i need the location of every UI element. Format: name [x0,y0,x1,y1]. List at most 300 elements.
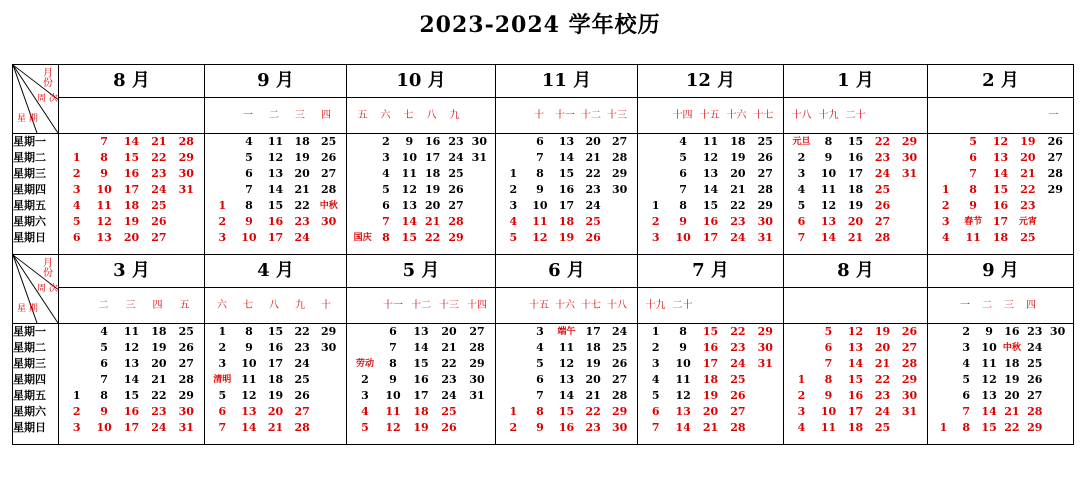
week-number-label: 十八 [607,300,627,311]
day-cell: 24 [1027,341,1043,354]
day-cell [932,324,955,340]
day-cell: 30 [901,389,918,402]
day-cell: 3 [797,405,806,418]
day-cell: 21 [847,231,864,244]
day-cell: 10 [981,341,997,354]
day-cell: 25 [321,135,337,148]
day-cell [63,356,90,372]
day-cell: 18 [847,183,864,196]
day-cell: 1 [72,389,81,402]
day-cell: 27 [1047,151,1063,164]
day-cell: 7 [100,373,108,386]
day-cell: 21 [294,183,310,196]
day-cell: 10 [96,421,112,434]
day-cell [500,324,527,340]
day-cell: 4 [536,341,544,354]
day-cell [351,150,374,166]
day-cell: 15 [401,231,417,244]
day-cell: 9 [824,151,833,164]
day-cell: 14 [123,135,140,148]
day-cell: 28 [178,373,194,386]
day-cell: 6 [651,405,660,418]
day-cell: 30 [471,135,487,148]
day-cell: 28 [612,389,628,402]
day-cell: 6 [679,167,687,180]
day-cell: 13 [847,341,864,354]
day-cell: 18 [267,373,284,386]
day-cell: 13 [702,167,719,180]
day-cell: 17 [847,405,864,418]
week-number-row [205,98,347,134]
day-cell: 9 [985,325,993,338]
day-cell: 19 [413,421,429,434]
day-cell: 2 [797,151,806,164]
day-cell: 27 [757,167,773,180]
week-number-label: 二十 [845,110,866,121]
day-cell: 15 [847,135,864,148]
day-cell: 14 [675,421,691,434]
day-cell: 7 [389,341,397,354]
day-cell: 27 [151,231,167,244]
day-cell: 30 [612,421,628,434]
day-cell: 21 [441,341,457,354]
day-cell [752,388,779,404]
day-cell [1046,388,1069,404]
day-cell: 1 [72,151,81,164]
corner-label-week: 周 次 [37,284,58,294]
day-cell: 24 [730,357,746,370]
day-cell: 12 [558,357,575,370]
weekday-label: 星期二 [13,151,46,164]
day-cell: 3 [962,341,971,354]
day-cell: 7 [536,151,544,164]
month-days [784,324,928,445]
day-cell: 26 [1027,373,1043,386]
day-cell: 15 [267,325,284,338]
day-cell: 26 [294,389,310,402]
day-cell: 15 [123,389,140,402]
day-cell [173,214,200,230]
month-days [638,324,784,445]
day-cell: 31 [178,421,194,434]
week-number-label: 十二 [581,110,601,121]
week-number-row [784,98,928,134]
day-cell: 26 [1047,135,1063,148]
day-cell: 6 [218,405,227,418]
day-cell: 元旦 [792,137,811,147]
day-cell: 9 [405,135,414,148]
day-cell: 12 [981,373,997,386]
week-number-row [59,288,205,324]
day-cell [173,230,200,246]
day-cell: 10 [675,357,691,370]
day-cell: 24 [441,389,457,402]
day-cell: 13 [675,405,691,418]
day-cell: 24 [730,231,746,244]
day-cell: 2 [218,215,227,228]
day-cell: 25 [441,405,457,418]
day-cell: 31 [901,167,918,180]
day-cell: 17 [413,389,429,402]
day-cell: 12 [847,325,864,338]
day-cell [173,198,200,214]
day-cell: 23 [294,341,310,354]
day-cell [351,166,374,182]
day-cell: 14 [267,183,284,196]
weekday-labels [13,134,59,255]
week-number-label: 九 [449,110,460,121]
day-cell: 29 [901,373,918,386]
day-cell: 23 [294,215,310,228]
weekday-label: 星期三 [13,357,46,370]
day-cell: 19 [425,183,441,196]
week-number-label: 十五 [699,110,720,121]
day-cell: 5 [797,199,806,212]
day-cell [932,404,955,420]
day-cell: 31 [178,183,194,196]
day-cell: 27 [612,373,628,386]
day-cell: 14 [992,167,1009,180]
day-cell: 14 [558,151,575,164]
day-cell [896,214,923,230]
day-cell: 14 [241,421,257,434]
day-cell: 18 [413,405,429,418]
weekday-label: 星期五 [13,389,46,402]
month-header: 8 月 [59,65,205,98]
day-cell: 7 [245,183,253,196]
day-cell: 8 [962,421,971,434]
day-cell [932,340,955,356]
day-cell: 30 [1049,325,1066,338]
week-number-row [784,288,928,324]
day-cell: 23 [585,183,601,196]
day-cell [463,420,491,436]
month-days [496,324,638,445]
week-number-label: 二 [98,300,109,311]
day-cell: 17 [992,215,1009,228]
week-number-label: 二 [269,110,279,121]
corner-label-month: 月 份 [43,68,53,89]
day-cell: 11 [820,421,837,434]
day-cell: 22 [425,231,441,244]
day-cell: 30 [178,167,194,180]
weekday-label: 星期四 [13,183,46,196]
week-number-label: 五 [179,300,190,311]
day-cell: 20 [425,199,441,212]
page-title: 2023-2024 学年校历 [419,12,661,38]
day-cell: 30 [469,373,485,386]
week-number-label: 六 [217,300,227,311]
day-cell: 13 [992,151,1009,164]
day-cell: 28 [612,151,628,164]
day-cell: 7 [218,421,227,434]
day-cell [315,372,342,388]
day-cell [468,230,491,246]
day-cell: 24 [294,357,310,370]
month-header: 7 月 [638,255,784,288]
day-cell: 4 [797,183,806,196]
day-cell: 21 [151,373,167,386]
day-cell: 12 [401,183,417,196]
day-cell: 8 [389,357,397,370]
day-cell [896,198,923,214]
day-cell: 23 [151,167,167,180]
day-cell: 25 [1027,357,1043,370]
day-cell: 2 [509,421,518,434]
day-cell: 2 [797,389,806,402]
day-cell: 6 [382,199,390,212]
day-cell: 5 [100,341,108,354]
day-cell: 25 [294,373,310,386]
corner-label-month: 月 份 [43,258,53,279]
day-cell: 25 [585,215,601,228]
day-cell: 8 [100,151,108,164]
week-number-label: 三 [1004,300,1014,311]
day-cell: 26 [448,183,464,196]
day-cell: 10 [401,151,417,164]
month-days [784,134,928,255]
day-cell: 29 [1027,421,1043,434]
day-cell [606,214,633,230]
day-cell: 8 [245,325,253,338]
day-cell: 12 [820,199,837,212]
day-cell: 1 [218,199,227,212]
day-cell: 21 [1004,405,1020,418]
day-cell: 13 [123,357,140,370]
day-cell: 19 [1004,373,1020,386]
day-cell: 18 [294,135,310,148]
day-cell [500,388,527,404]
week-number-label: 七 [243,300,253,311]
day-cell: 26 [178,341,194,354]
day-cell: 8 [969,183,977,196]
week-number-label: 二 [982,300,992,311]
day-cell [468,182,491,198]
month-days [347,324,496,445]
day-cell: 25 [612,341,628,354]
day-cell: 29 [178,151,194,164]
day-cell: 28 [178,135,194,148]
day-cell [351,214,374,230]
day-cell: 5 [536,357,544,370]
day-cell: 9 [536,183,544,196]
day-cell: 29 [901,135,918,148]
month-header: 3 月 [59,255,205,288]
day-cell: 22 [441,357,457,370]
month-days [496,134,638,255]
day-cell: 17 [702,231,719,244]
day-cell: 16 [558,421,575,434]
day-cell: 15 [992,183,1009,196]
day-cell: 4 [679,135,687,148]
day-cell: 25 [730,373,746,386]
day-cell: 16 [413,373,429,386]
day-cell: 8 [382,231,390,244]
day-cell [351,198,374,214]
day-cell: 2 [361,373,369,386]
day-cell: 4 [509,215,518,228]
week-number-row [347,288,496,324]
day-cell: 10 [532,199,548,212]
day-cell: 6 [969,151,977,164]
day-cell [1046,420,1069,436]
day-cell: 24 [874,405,891,418]
day-cell: 24 [874,167,891,180]
day-cell: 13 [267,167,284,180]
day-cell [642,134,669,150]
day-cell: 11 [981,357,997,370]
day-cell: 22 [151,151,167,164]
day-cell: 31 [469,389,485,402]
day-cell: 6 [962,389,971,402]
day-cell: 15 [847,373,864,386]
day-cell [752,420,779,436]
day-cell: 29 [469,357,485,370]
day-cell: 16 [847,389,864,402]
day-cell: 13 [820,215,837,228]
day-cell: 13 [241,405,257,418]
week-number-label: 十八 [791,110,812,121]
day-cell [606,198,633,214]
day-cell [1042,230,1069,246]
day-cell: 18 [123,199,140,212]
day-cell: 19 [151,341,167,354]
day-cell: 2 [651,341,660,354]
day-cell [1042,198,1069,214]
day-cell: 12 [702,151,719,164]
month-header: 8 月 [784,255,928,288]
day-cell: 16 [267,341,284,354]
day-cell: 18 [847,421,864,434]
day-cell: 22 [585,405,601,418]
day-cell: 14 [413,341,429,354]
day-cell: 15 [558,405,575,418]
weekday-label: 星期五 [13,199,46,212]
month-days [59,134,205,255]
day-cell: 2 [218,341,227,354]
day-cell: 20 [441,325,457,338]
day-cell: 16 [992,199,1009,212]
day-cell: 6 [824,341,833,354]
day-cell [351,182,374,198]
week-number-row [205,288,347,324]
day-cell: 24 [585,199,601,212]
weekday-label: 星期日 [13,421,46,434]
day-cell: 9 [100,405,108,418]
day-cell [752,372,779,388]
day-cell: 21 [425,215,441,228]
day-cell: 20 [294,167,310,180]
day-cell: 12 [267,151,284,164]
day-cell: 26 [730,389,746,402]
day-cell: 19 [1020,135,1036,148]
day-cell: 端午 [557,327,576,337]
day-cell: 20 [585,373,601,386]
day-cell: 11 [702,135,719,148]
day-cell: 中秋 [1002,343,1021,353]
week-number-label: 四 [321,110,331,121]
day-cell: 5 [382,183,390,196]
day-cell [896,230,923,246]
day-cell [1042,214,1069,230]
day-cell: 25 [874,183,891,196]
day-cell: 11 [96,199,112,212]
day-cell: 7 [962,405,971,418]
day-cell: 23 [730,215,746,228]
day-cell: 26 [757,151,773,164]
day-cell: 29 [757,199,773,212]
day-cell: 20 [847,215,864,228]
day-cell: 25 [757,135,773,148]
day-cell: 7 [651,421,660,434]
day-cell: 23 [585,421,601,434]
day-cell: 23 [151,405,167,418]
week-number-row [638,288,784,324]
day-cell: 13 [558,135,575,148]
day-cell: 2 [962,325,971,338]
day-cell: 16 [558,183,575,196]
day-cell [1046,404,1069,420]
day-cell: 28 [1047,167,1063,180]
day-cell: 20 [730,167,746,180]
week-number-label: 三 [295,110,305,121]
day-cell: 22 [294,199,310,212]
day-cell: 31 [901,405,918,418]
day-cell: 22 [874,135,891,148]
day-cell: 12 [385,421,401,434]
day-cell: 3 [72,183,81,196]
weekday-labels [13,324,59,445]
week-number-label: 一 [243,110,253,121]
day-cell: 9 [536,421,544,434]
day-cell: 5 [361,421,369,434]
day-cell: 1 [941,183,950,196]
week-number-label: 十七 [581,300,601,311]
day-cell: 1 [509,167,518,180]
day-cell: 30 [757,215,773,228]
day-cell: 28 [730,421,746,434]
day-cell: 4 [962,357,971,370]
day-cell: 3 [536,325,544,338]
day-cell: 18 [702,373,719,386]
day-cell: 22 [151,389,167,402]
day-cell: 2 [72,405,81,418]
month-days [638,134,784,255]
day-cell: 9 [245,215,253,228]
day-cell: 27 [874,215,891,228]
month-header: 4 月 [205,255,347,288]
day-cell: 23 [874,389,891,402]
day-cell: 6 [536,373,544,386]
day-cell: 18 [558,215,575,228]
day-cell [351,324,379,340]
day-cell: 16 [847,151,864,164]
week-number-label: 十三 [439,300,459,311]
day-cell: 17 [267,357,284,370]
month-days [347,134,496,255]
day-cell [1046,372,1069,388]
week-number-label: 八 [426,110,437,121]
week-number-row [496,98,638,134]
day-cell: 3 [361,389,369,402]
day-cell: 11 [241,373,257,386]
day-cell: 30 [612,183,628,196]
day-cell: 18 [585,341,601,354]
day-cell: 4 [100,325,108,338]
day-cell: 9 [679,341,687,354]
day-cell [500,356,527,372]
corner-header [13,255,59,324]
